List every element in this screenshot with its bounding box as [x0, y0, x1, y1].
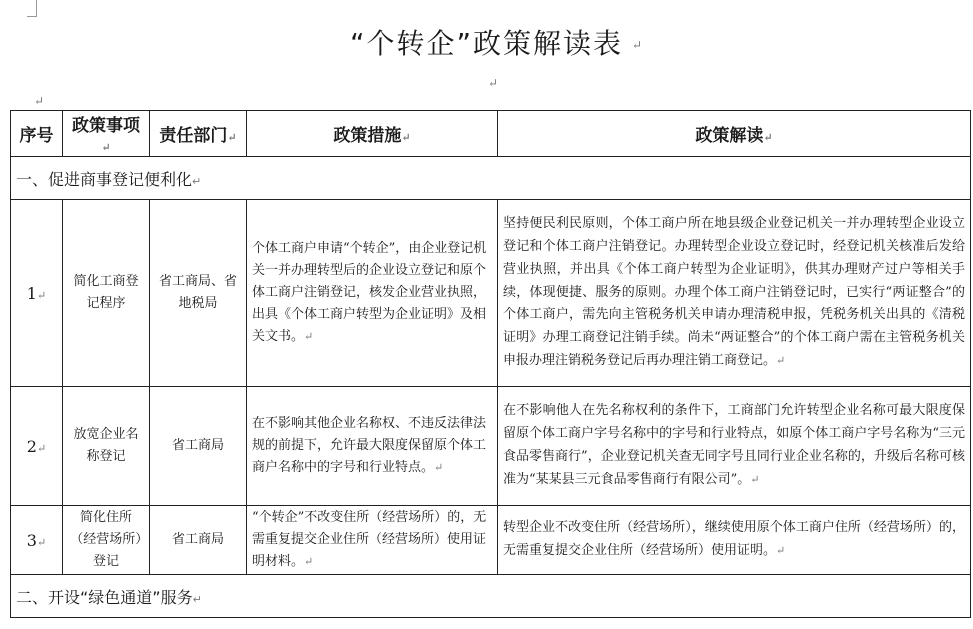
header-num: 序号 — [11, 111, 63, 157]
paragraph-mark-icon: ↵ — [488, 76, 499, 90]
policy-table — [10, 110, 971, 618]
section-row — [11, 157, 971, 200]
table-row — [11, 506, 971, 575]
paragraph-mark-icon: ↵ — [34, 94, 45, 108]
row-num: 2↵ — [11, 387, 63, 506]
section-title: 一、促进商事登记便利化↵ — [11, 157, 971, 200]
row-interpretation: 转型企业不改变住所（经营场所），继续使用原个体工商户住所（经营场所）的，无需重复提交企业住所（经营场所）使用证明。↵ — [498, 506, 971, 575]
header-item: 政策事项↵ — [63, 111, 150, 157]
document-title-text: “个转企”政策解读表 — [349, 27, 623, 60]
table-row — [11, 387, 971, 506]
table-row — [11, 200, 971, 387]
row-department: 省工商局 — [150, 387, 247, 506]
row-policy-item: 放宽企业名称登记 — [63, 387, 150, 506]
header-dept: 责任部门↵ — [150, 111, 247, 157]
row-measure: 个体工商户申请“个转企”，由企业登记机关一并办理转型后的企业设立登记和原个体工商户注销登记，核发企业营业执照，出具《个体工商户转型为企业证明》及相关文书。↵ — [247, 200, 498, 387]
row-measure: 在不影响其他企业名称权、不违反法律法规的前提下，允许最大限度保留原个体工商户名称中的字号和行业特点。↵ — [247, 387, 498, 506]
row-num: 3↵ — [11, 506, 63, 575]
row-interpretation: 在不影响他人在先名称权利的条件下，工商部门允许转型企业名称可最大限度保留原个体工商户字号名称中的字号和行业特点，如原个体工商户字号名称为“三元食品零售商行”，企业登记机关查无同字号且同行业企业名称的，升级后名称可核准为“某某县三元食品零售商行有限公司”。↵ — [498, 387, 971, 506]
document-title — [0, 26, 973, 62]
row-policy-item: 简化工商登记程序 — [63, 200, 150, 387]
table-header-row — [11, 111, 971, 157]
header-interpretation: 政策解读↵ — [498, 111, 971, 157]
row-policy-item: 简化住所（经营场所）登记 — [63, 506, 150, 575]
paragraph-mark-icon: ↵ — [632, 38, 643, 52]
row-interpretation: 坚持便民利民原则，个体工商户所在地县级企业登记机关一并办理转型企业设立登记和个体工商户注销登记。办理转型企业设立登记时，经登记机关核准后发给营业执照，并出具《个体工商户转型为企业证明》，供其办理财产过户等相关手续，体现便捷、服务的原则。办理个体工商户注销登记时，已实行“两证整合”的个体工商户，需先向主管税务机关申请办理清税申报，凭税务机关出具的《清税证明》办理工商登记注销手续。尚未“两证整合”的个体工商户需在主管税务机关申报办理注销税务登记后再办理注销工商登记。↵ — [498, 200, 971, 387]
row-department: 省工商局 — [150, 506, 247, 575]
row-measure: “个转企”不改变住所（经营场所）的，无需重复提交企业住所（经营场所）使用证明材料。↵ — [247, 506, 498, 575]
row-num: 1↵ — [11, 200, 63, 387]
section-row — [11, 575, 971, 618]
row-department: 省工商局、省地税局 — [150, 200, 247, 387]
header-measure: 政策措施↵ — [247, 111, 498, 157]
page-corner-mark — [27, 0, 37, 17]
section-title: 二、开设“绿色通道”服务↵ — [11, 575, 971, 618]
